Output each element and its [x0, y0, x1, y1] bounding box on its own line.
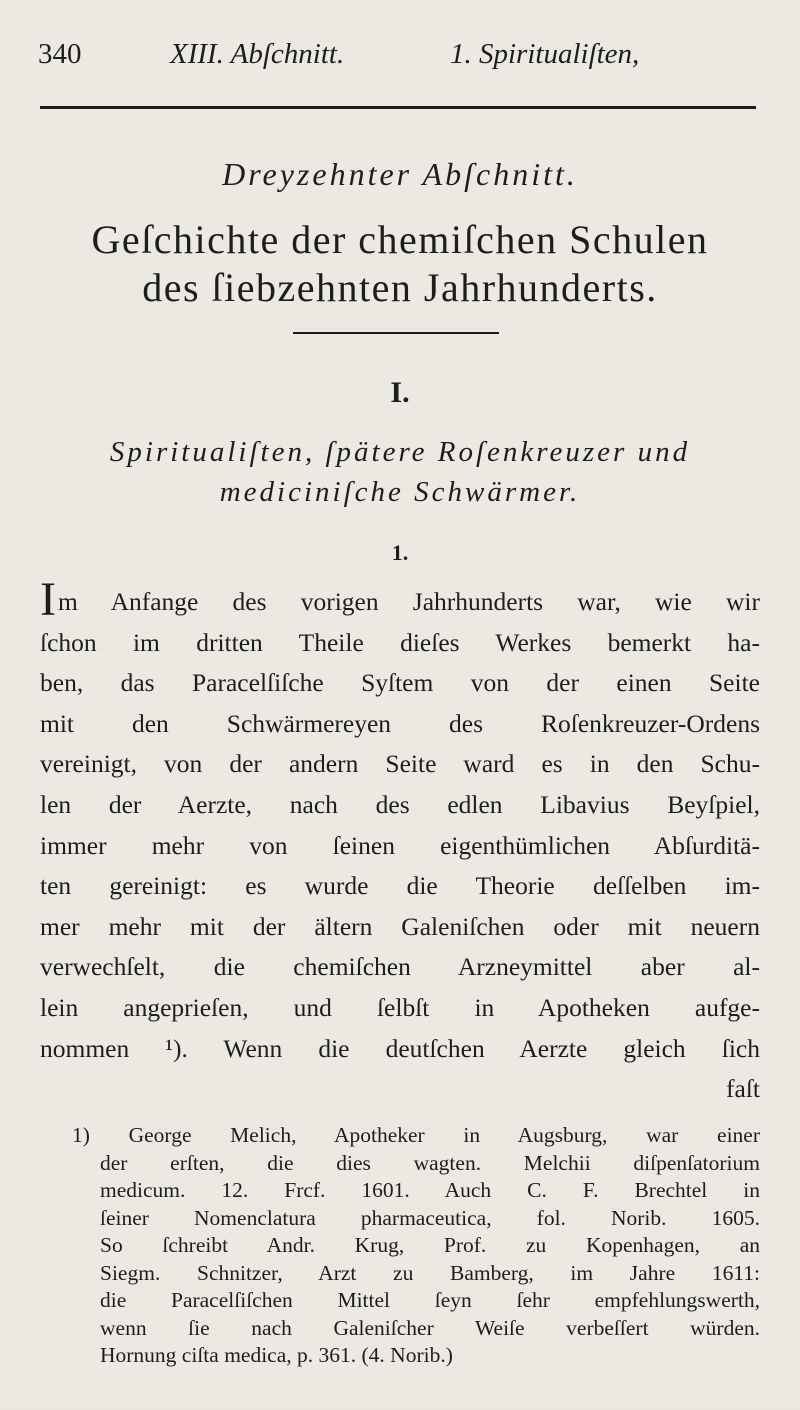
running-head-topic: 1. Spiritualiſten,	[450, 38, 640, 70]
part-number: I.	[390, 376, 410, 409]
subtitle-line-2: mediciniſche Schwärmer.	[219, 476, 581, 508]
body-line: nommen ¹). Wenn die deutſchen Aerzte gleich ſich	[40, 1033, 760, 1063]
body-line: mit den Schwärmereyen des Roſenkreuzer-Ordens	[40, 708, 760, 738]
body-line: len der Aerzte, nach des edlen Libavius Beyſpiel,	[40, 789, 760, 819]
body-line	[40, 582, 760, 623]
body-line: verwechſelt, die chemiſchen Arzneymittel aber al-	[40, 952, 760, 982]
title-rule	[293, 332, 499, 334]
running-head-section: XIII. Abſchnitt.	[170, 38, 345, 70]
footnote-line: ſeiner Nomenclatura pharmaceutica, fol. Norib. 1605.	[100, 1205, 760, 1230]
body-line: immer mehr von ſeinen eigenthümlichen Abſurditä-	[40, 830, 760, 860]
body-line: ſchon im dritten Theile dieſes Werkes bemerkt ha-	[40, 627, 760, 657]
footnote-line: der erſten, die dies wagten. Melchii diſpenſatorium	[100, 1150, 760, 1175]
footnote-line: 1) George Melich, Apotheker in Augsburg, war einer	[72, 1123, 760, 1147]
body-line: ten gereinigt: es wurde die Theorie deſſelben im-	[40, 871, 760, 901]
chapter-title-line-2: des ſiebzehnten Jahrhunderts.	[142, 265, 658, 310]
catchword: faſt	[726, 1074, 760, 1104]
footnote	[72, 1122, 760, 1370]
header-rule	[40, 106, 756, 109]
body-text	[40, 582, 760, 1110]
body-line-text: m Anfange des vorigen Jahrhunderts war, wie wir	[57, 587, 760, 616]
body-line: vereinigt, von der andern Seite ward es in den Schu-	[40, 749, 760, 779]
footnote-line: So ſchreibt Andr. Krug, Prof. zu Kopenhagen, an	[100, 1233, 760, 1257]
footnote-line: die Paracelſiſchen Mittel ſeyn ſehr empfehlungswerth,	[100, 1288, 760, 1312]
body-line: mer mehr mit der ältern Galeniſchen oder mit neuern	[40, 911, 760, 941]
section-title: Dreyzehnter Abſchnitt.	[222, 156, 578, 192]
footnote-line: Hornung ciſta medica, p. 361. (4. Norib.)	[100, 1343, 453, 1367]
drop-cap: I	[40, 582, 56, 623]
footnote-line: Siegm. Schnitzer, Arzt zu Bamberg, im Jahre 1611:	[100, 1260, 760, 1285]
footnote-line: wenn ſie nach Galeniſcher Weiſe verbeſſert würden.	[100, 1315, 760, 1340]
paragraph-number: 1.	[391, 540, 409, 565]
running-head	[38, 38, 758, 78]
body-line: ben, das Paracelſiſche Syſtem von der einen Seite	[40, 668, 760, 698]
subtitle-line-1: Spiritualiſten, ſpätere Roſenkreuzer und	[109, 436, 691, 468]
page-number: 340	[38, 38, 82, 70]
chapter-title-line-1: Geſchichte der chemiſchen Schulen	[91, 217, 709, 262]
footnote-line: medicum. 12. Frcf. 1601. Auch C. F. Brechtel in	[100, 1178, 760, 1202]
body-line: lein angeprieſen, und ſelbſt in Apotheken aufge-	[40, 992, 760, 1022]
